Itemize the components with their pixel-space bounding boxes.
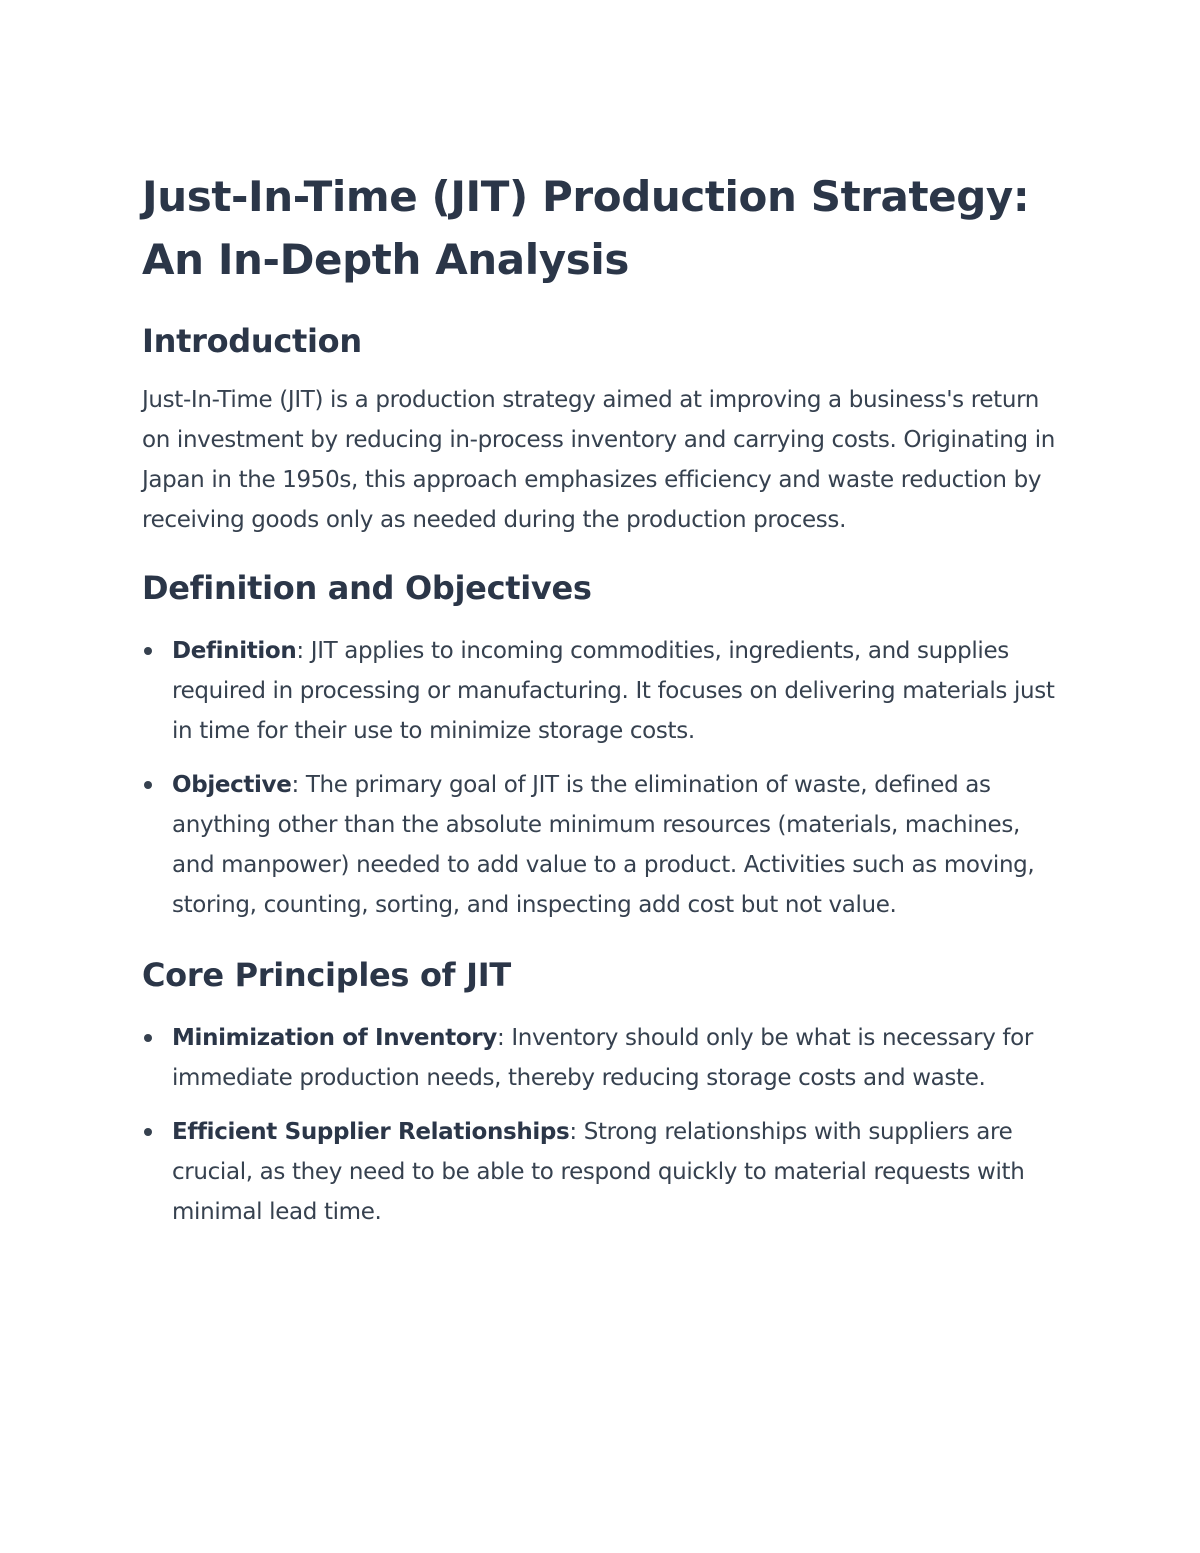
bullet-icon [144, 781, 152, 789]
core-principles-list [142, 1018, 1062, 1232]
bullet-icon [144, 647, 152, 655]
list-item [142, 765, 1062, 925]
bullet-icon [144, 1034, 152, 1042]
list-item-term: Definition [172, 638, 297, 664]
document-title: Just-In-Time (JIT) Production Strategy: An In-Depth Analysis [142, 172, 1030, 284]
list-item-text: : Strong relationships with suppliers are crucial, as they need to be able to respond quickly to material requests with minimal lead time. [172, 1119, 1025, 1225]
section-heading-core-principles: Core Principles of JIT [142, 956, 511, 994]
list-item-term: Efficient Supplier Relationships [172, 1119, 570, 1145]
list-item-term: Objective [172, 772, 292, 798]
definition-objectives-list [142, 631, 1062, 925]
list-item-term: Minimization of Inventory [172, 1025, 497, 1051]
bullet-icon [144, 1128, 152, 1136]
document-page [142, 165, 1062, 1232]
list-item [142, 1112, 1062, 1232]
section-heading-introduction: Introduction [142, 322, 362, 360]
introduction-paragraph: Just-In-Time (JIT) is a production strategy aimed at improving a business's return on investment by reducing in-process inventory and carrying costs. Originating in Japan in the 1950s, this approach emphasizes efficiency and waste reduction by receiving goods only as needed during the production process. [142, 387, 1055, 533]
list-item [142, 631, 1062, 751]
list-item [142, 1018, 1062, 1098]
section-heading-definition-objectives: Definition and Objectives [142, 569, 592, 607]
list-item-text: : Inventory should only be what is necessary for immediate production needs, thereby reducing storage costs and waste. [172, 1025, 1033, 1091]
list-item-text: : JIT applies to incoming commodities, ingredients, and supplies required in processing or manufacturing. It focuses on delivering materials just in time for their use to minimize storage costs. [172, 638, 1055, 744]
list-item-text: : The primary goal of JIT is the elimination of waste, defined as anything other than the absolute minimum resources (materials, machines, and manpower) needed to add value to a product. Activities such as moving, storing, counting, sorting, and inspecting add cost but not value. [172, 772, 1035, 918]
